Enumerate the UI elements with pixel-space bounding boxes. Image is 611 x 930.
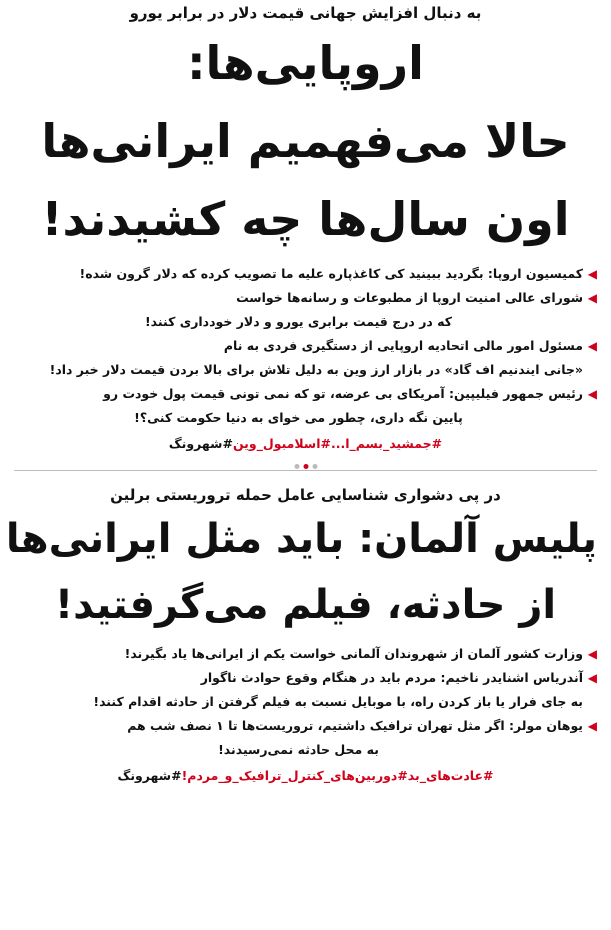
bullet-text: کمیسیون اروپا: بگردید ببینید کی کاغذپاره علیه ما تصویب کرده که دلار گرون شده!	[79, 266, 583, 281]
bullet-text-continued: که در درج قیمت برابری یورو و دلار خودداری کنند!	[144, 314, 453, 329]
article2-hashtags	[14, 764, 597, 788]
bullet-text-continued: به جای فرار یا باز کردن راه، با موبایل نسبت به فیلم گرفتن از حادثه اقدام کنند!	[93, 694, 583, 709]
hashtag-brand: #شهرونگ	[168, 436, 233, 451]
article1-bullet	[14, 334, 597, 382]
article1-headline-line1: اروپایی‌ها:	[187, 36, 424, 90]
divider-dot	[303, 464, 308, 469]
bullet-text-continued: به محل حادثه نمی‌رسیدند!	[218, 742, 379, 757]
article2-kicker: در پی دشواری شناسایی عامل حمله تروریستی برلین	[110, 486, 501, 504]
divider-dot	[294, 464, 299, 469]
article2-bullet	[14, 666, 597, 714]
bullet-text: آندریاس اشنایدر ناخیم: مردم باید در هنگام وقوع حوادث ناگوار	[200, 670, 583, 685]
bullet-arrow-icon: ◀	[587, 647, 597, 661]
article1-hashtags	[14, 432, 597, 456]
article1-headline-line2: حالا می‌فهمیم ایرانی‌ها	[41, 114, 570, 168]
article1-bullet	[14, 382, 597, 430]
bullet-text: یوهان مولر: اگر مثل تهران ترافیک داشتیم، تروریست‌ها تا ۱ نصف شب هم	[127, 718, 583, 733]
section-divider	[14, 460, 597, 480]
bullet-text-continued: پایین نگه داری، چطور می خوای به دنیا حکومت کنی؟!	[134, 410, 463, 425]
article-german-police	[5, 484, 597, 788]
bullet-text-continued: «جانی ایندنیم اف گاد» در بازار ارز وین به دلیل تلاش برای بالا بردن قیمت دلار خبر داد!	[49, 362, 583, 377]
article2-headline-line2: از حادثه، فیلم می‌گرفتید!	[54, 582, 557, 628]
bullet-arrow-icon: ◀	[587, 267, 597, 281]
bullet-arrow-icon: ◀	[587, 671, 597, 685]
divider-dots-icon	[288, 464, 323, 469]
bullet-text: مسئول امور مالی اتحادیه اروپایی از دستگیری فردی به نام	[223, 338, 583, 353]
divider-dot	[312, 464, 317, 469]
article1-headline-line3: اون سال‌ها چه کشیدند!	[41, 192, 570, 246]
article1-bullet	[14, 286, 597, 334]
article1-bullet-list	[14, 262, 597, 430]
article2-bullet-list	[14, 642, 597, 762]
article2-headline-line1: پلیس آلمان: باید مثل ایرانی‌ها	[5, 516, 597, 562]
bullet-text: وزارت کشور آلمان از شهروندان آلمانی خواست یکم از ایرانی‌ها یاد بگیرند!	[124, 646, 583, 661]
bullet-text: شورای عالی امنیت اروپا از مطبوعات و رسانه‌ها خواست	[236, 290, 583, 305]
bullet-arrow-icon: ◀	[587, 339, 597, 353]
bullet-text: رئیس جمهور فیلیپین: آمریکای بی عرضه، تو که نمی تونی قیمت پول خودت رو	[103, 386, 583, 401]
article1-bullet	[14, 262, 597, 286]
bullet-arrow-icon: ◀	[587, 387, 597, 401]
hashtag-brand: #شهرونگ	[117, 768, 182, 783]
newspaper-page	[0, 2, 611, 930]
article2-bullet	[14, 642, 597, 666]
hashtag-red: #جمشید_بسم_ا...#اسلامبول_وین	[232, 436, 443, 451]
bullet-arrow-icon: ◀	[587, 719, 597, 733]
hashtag-red: #عادت‌های_بد#دوربین‌های_کنترل_ترافیک_و_مردم!	[181, 768, 494, 783]
bullet-arrow-icon: ◀	[587, 291, 597, 305]
article-european-dollar	[14, 2, 597, 456]
divider-rule	[14, 470, 597, 471]
article2-bullet	[14, 714, 597, 762]
article1-kicker: به دنبال افزایش جهانی قیمت دلار در برابر یورو	[129, 4, 482, 22]
